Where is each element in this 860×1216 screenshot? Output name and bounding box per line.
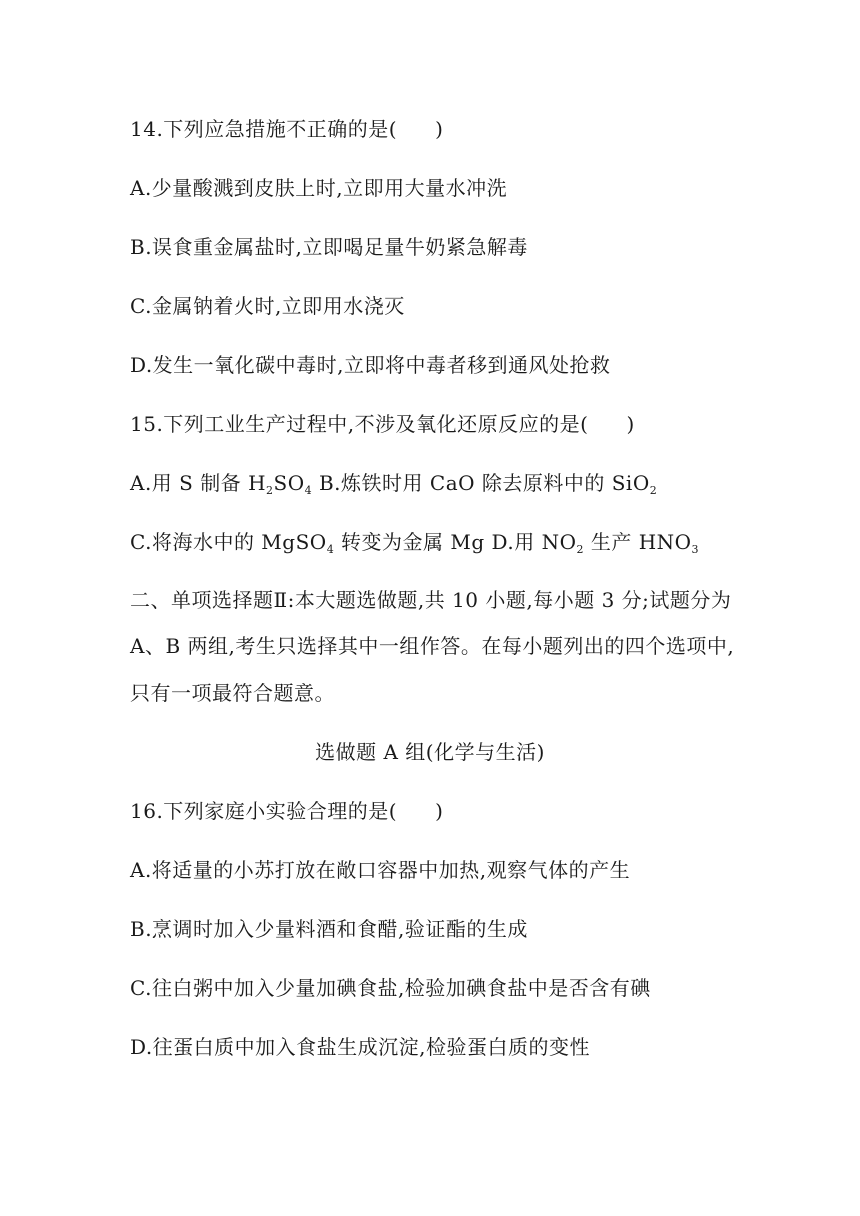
q15-option-c-text: C.将海水中的 MgSO [130, 530, 327, 554]
subscript: 4 [304, 484, 313, 497]
subscript: 2 [649, 484, 658, 497]
q15-option-d-text: D.用 NO [484, 530, 577, 554]
q14-stem [130, 115, 443, 143]
q14-stem-text: 14.下列应急措施不正确的是( [130, 117, 398, 141]
subscript: 3 [691, 543, 700, 556]
q15-options-cd [130, 528, 699, 556]
subscript: 2 [576, 543, 584, 556]
formula-part: 生产 HNO [583, 530, 692, 554]
q15-options-ab [130, 469, 657, 497]
q15-stem-text: 15.下列工业生产过程中,不涉及氧化还原反应的是( [130, 412, 589, 436]
q16-close-paren: ) [435, 799, 444, 823]
subscript: 2 [266, 484, 274, 497]
q16-stem [130, 797, 443, 825]
section-line-3: 只有一项最符合题意。 [130, 681, 335, 705]
q16-option-b: B.烹调时加入少量料酒和食醋,验证酯的生成 [130, 917, 528, 941]
q16-option-d: D.往蛋白质中加入食盐生成沉淀,检验蛋白质的变性 [130, 1035, 591, 1059]
formula-part: 转变为金属 Mg [334, 530, 485, 554]
q14-close-paren: ) [435, 117, 444, 141]
q14-option-d: D.发生一氧化碳中毒时,立即将中毒者移到通风处抢救 [130, 353, 611, 377]
group-title: 选做题 A 组(化学与生活) [315, 740, 545, 764]
q15-option-b-text: B.炼铁时用 CaO 除去原料中的 SiO [312, 471, 650, 495]
q15-close-paren: ) [626, 412, 635, 436]
q16-option-a: A.将适量的小苏打放在敞口容器中加热,观察气体的产生 [130, 858, 631, 882]
section-line-1: 二、单项选择题Ⅱ:本大题选做题,共 10 小题,每小题 3 分;试题分为 [130, 588, 732, 612]
formula-part: SO [273, 471, 305, 495]
q16-stem-text: 16.下列家庭小实验合理的是( [130, 799, 398, 823]
q14-option-a: A.少量酸溅到皮肤上时,立即用大量水冲洗 [130, 176, 508, 200]
q16-option-c: C.往白粥中加入少量加碘食盐,检验加碘食盐中是否含有碘 [130, 976, 651, 1000]
subscript: 4 [326, 543, 335, 556]
q15-stem [130, 410, 635, 438]
q15-option-a-text: A.用 S 制备 H [130, 471, 267, 495]
q14-option-b: B.误食重金属盐时,立即喝足量牛奶紧急解毒 [130, 235, 528, 259]
q14-option-c: C.金属钠着火时,立即用水浇灭 [130, 294, 405, 318]
section-line-2: A、B 两组,考生只选择其中一组作答。在每小题列出的四个选项中, [130, 634, 735, 658]
